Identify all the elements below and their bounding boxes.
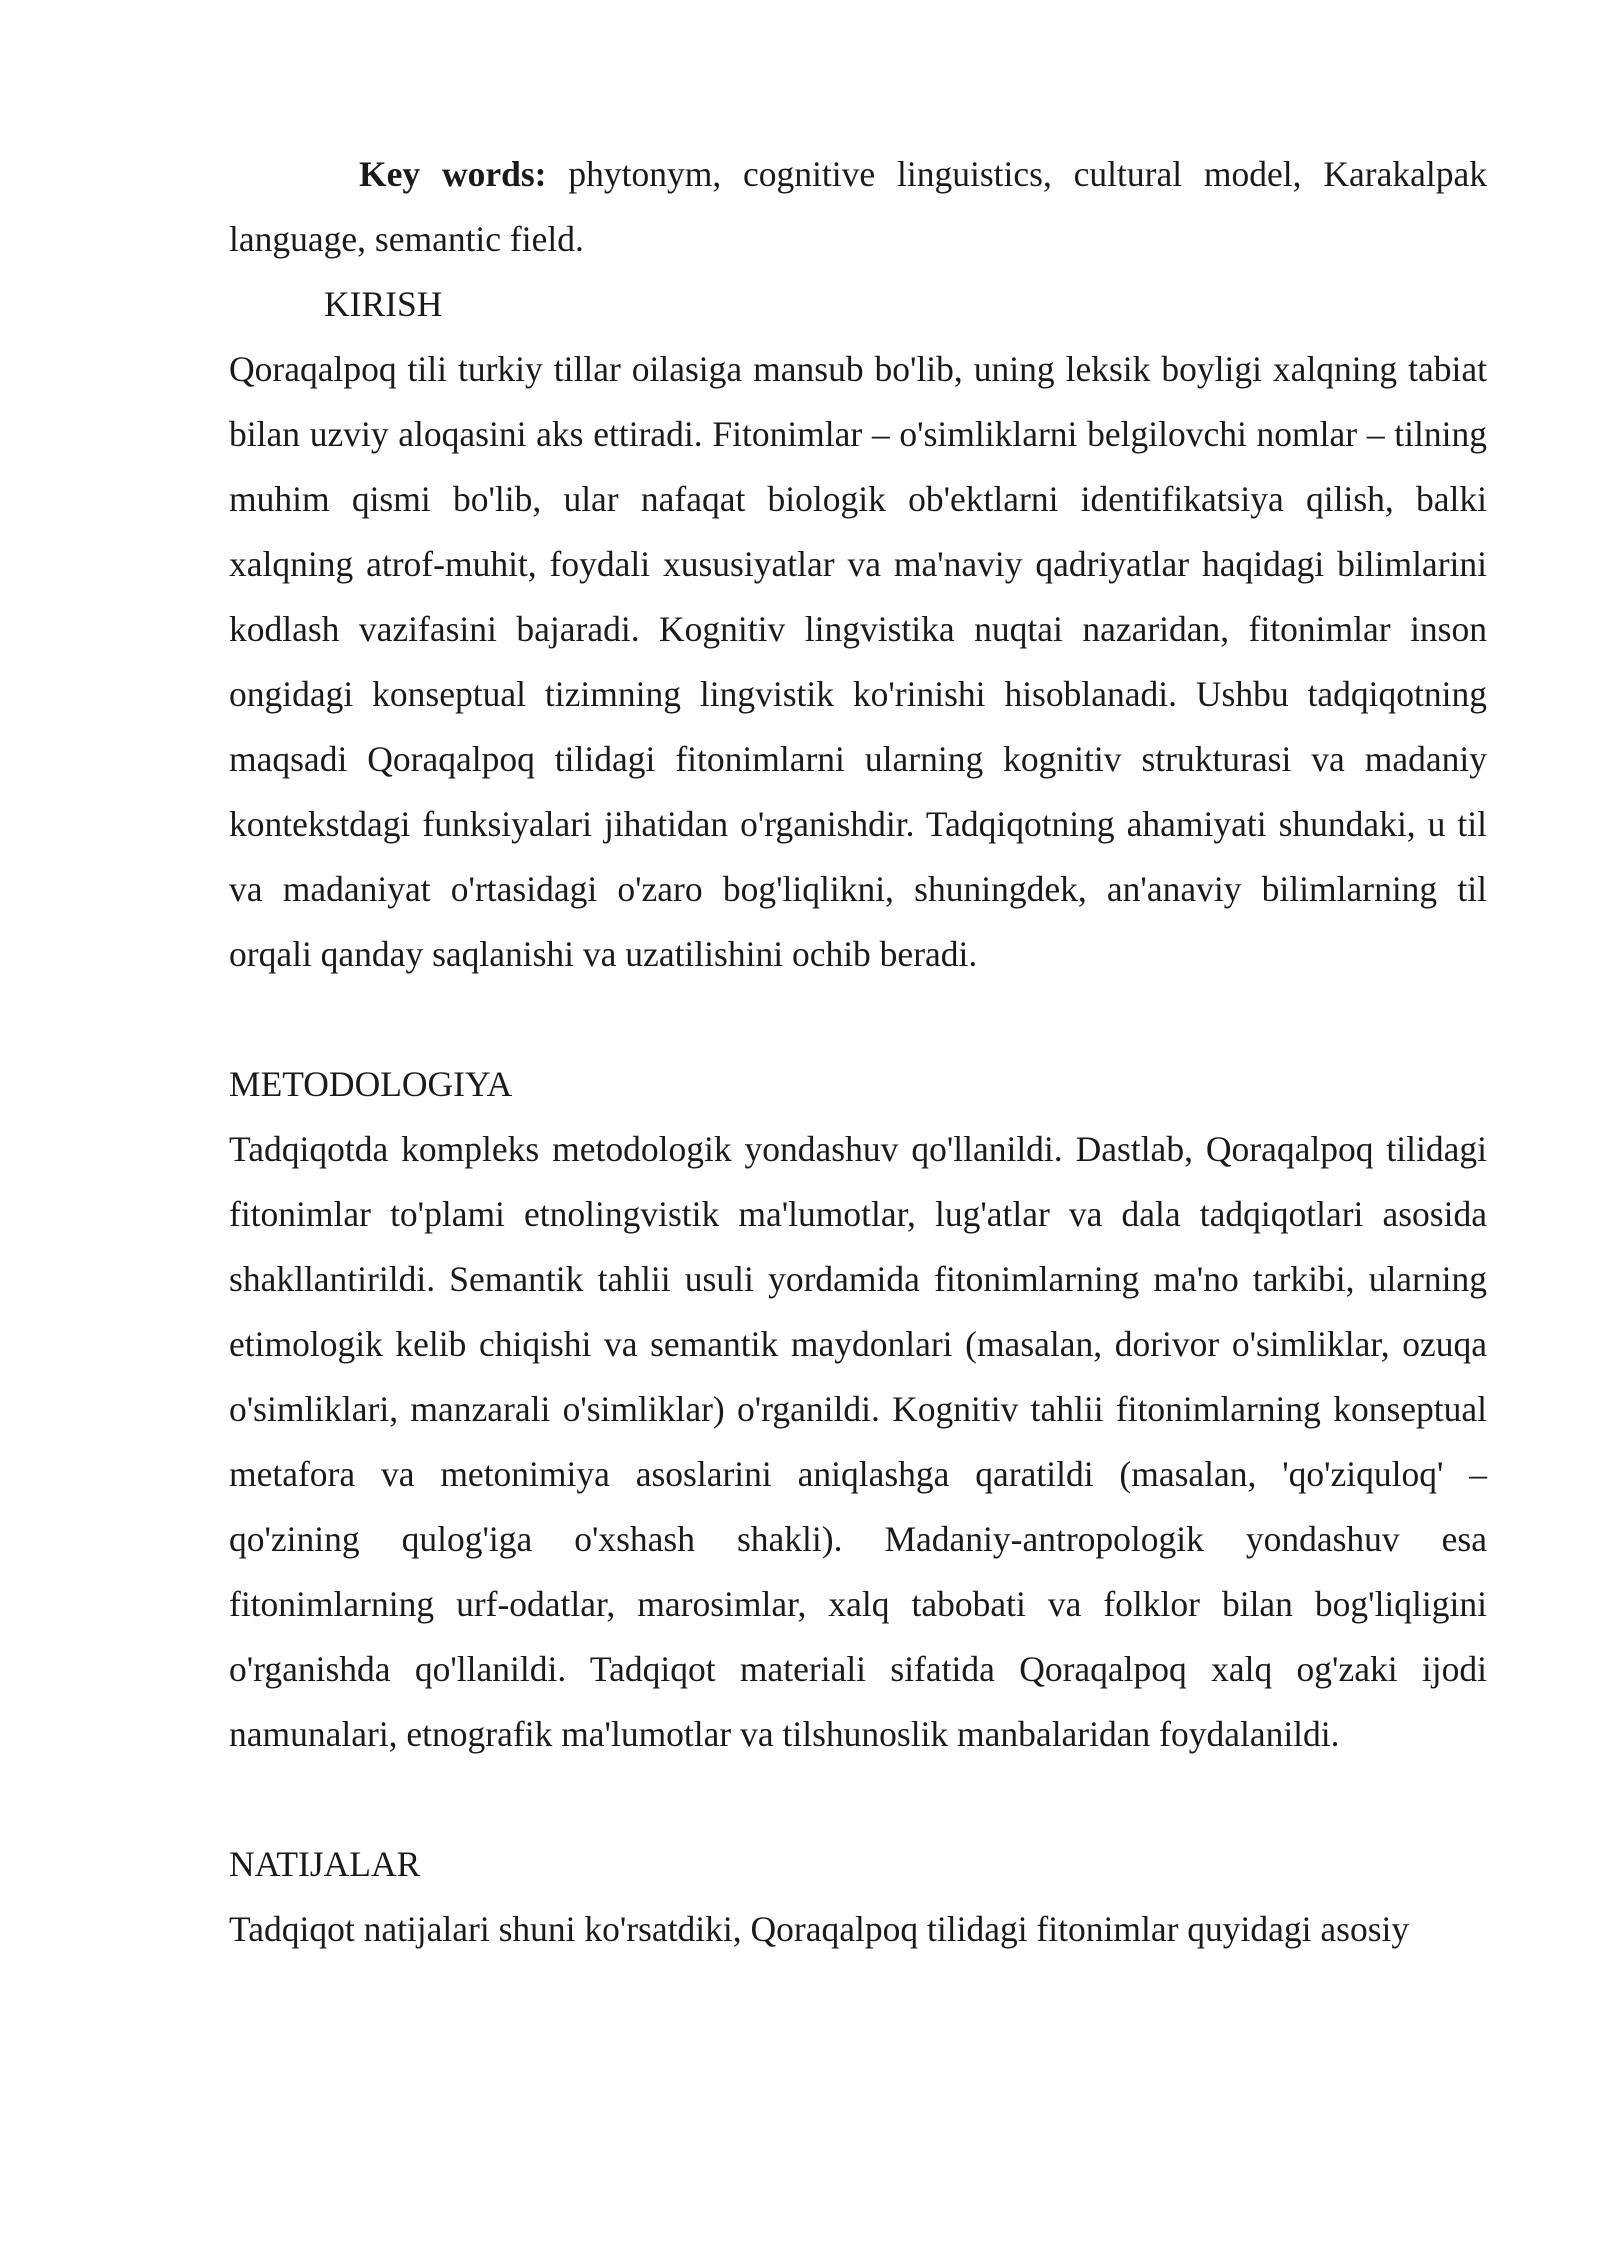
keywords-label: Key words: — [359, 154, 547, 194]
section-heading-natijalar: NATIJALAR — [229, 1844, 421, 1884]
section-body-metodologiya: Tadqiqotda kompleks metodologik yondashuv qo'llanildi. Dastlab, Qoraqalpoq tilidagi fitonimlar to'plami etnolingvistik ma'lumotlar, lug'atlar va dala tadqiqotlari asosida shakllantirildi. Semantik tahlii usuli yordamida fitonimlarning ma'no tarkibi, ularning etimologik kelib chiqishi va semantik maydonlari (masalan, dorivor o'simliklar, ozuqa o'simliklari, manzarali o'simliklar) o'rganildi. Kognitiv tahlii fitonimlarning konseptual metafora va metonimiya asoslarini aniqlashga qaratildi (masalan, 'qo'ziquloq' – qo'zining qulog'iga o'xshash shakli). Madaniy-antropologik yondashuv esa fitonimlarning urf-odatlar, marosimlar, xalq tabobati va folklor bilan bog'liqligini o'rganishda qo'llanildi. Tadqiqot materiali sifatida Qoraqalpoq xalq og'zaki ijodi namunalari, etnografik ma'lumotlar va tilshunoslik manbalaridan foydalanildi. — [229, 1129, 1487, 1754]
keywords-paragraph — [229, 142, 1487, 272]
paragraph-spacer — [229, 1767, 1487, 1832]
section-heading-metodologiya: METODOLOGIYA — [229, 1064, 513, 1104]
keywords-text: phytonym, cognitive linguistics, cultural model, Karakalpak language, semantic field. — [229, 154, 1487, 259]
section-body-kirish: Qoraqalpoq tili turkiy tillar oilasiga mansub bo'lib, uning leksik boyligi xalqning tabiat bilan uzviy aloqasini aks ettiradi. Fitonimlar – o'simliklarni belgilovchi nomlar – tilning muhim qismi bo'lib, ular nafaqat biologik ob'ektlarni identifikatsiya qilish, balki xalqning atrof-muhit, foydali xususiyatlar va ma'naviy qadriyatlar haqidagi bilimlarini kodlash vazifasini bajaradi. Kognitiv lingvistika nuqtai nazaridan, fitonimlar inson ongidagi konseptual tizimning lingvistik ko'rinishi hisoblanadi. Ushbu tadqiqotning maqsadi Qoraqalpoq tilidagi fitonimlarni ularning kognitiv strukturasi va madaniy kontekstdagi funksiyalari jihatidan o'rganishdir. Tadqiqotning ahamiyati shundaki, u til va madaniyat o'rtasidagi o'zaro bog'liqlikni, shuningdek, an'anaviy bilimlarning til orqali qanday saqlanishi va uzatilishini ochib beradi. — [229, 349, 1487, 974]
paragraph-spacer — [229, 987, 1487, 1052]
section-body-natijalar: Tadqiqot natijalari shuni ko'rsatdiki, Qoraqalpoq tilidagi fitonimlar quyidagi asosiy — [229, 1909, 1410, 1949]
section-heading-kirish: KIRISH — [324, 284, 443, 324]
